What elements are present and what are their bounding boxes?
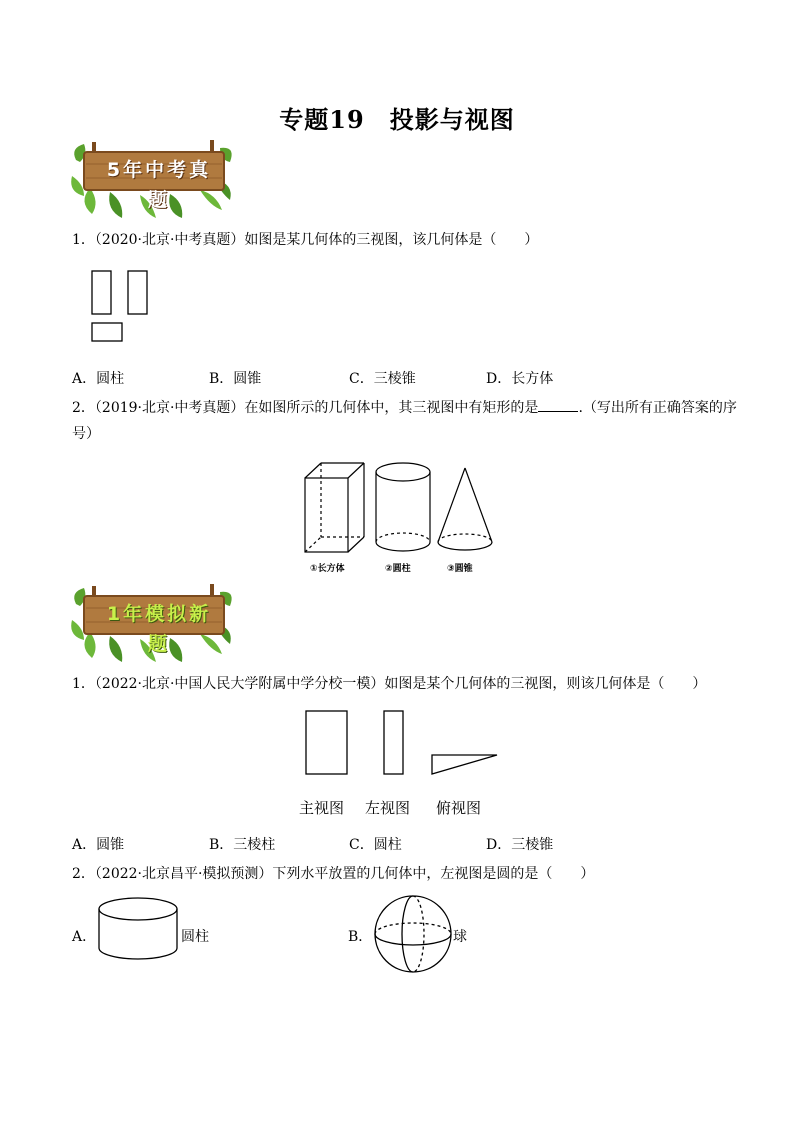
q3-option-a[interactable]: A．圆锥 (72, 837, 125, 853)
cone-icon (438, 468, 492, 550)
q3-option-b[interactable]: B．三棱柱 (209, 837, 276, 853)
solid-label-cylinder: ②圆柱 (385, 564, 411, 574)
answer-blank[interactable] (538, 399, 578, 412)
view-label-side: 左视图 (365, 799, 411, 817)
cylinder-lying-icon (96, 893, 182, 965)
question-1-stem: 1．（2020·北京·中考真题）如图是某几何体的三视图，该几何体是（ ） (72, 232, 539, 248)
view-label-front: 主视图 (299, 799, 345, 817)
cuboid-icon (305, 463, 364, 552)
section-sign-label: 1年模拟新题 (106, 603, 212, 655)
three-view-figure-1 (90, 268, 152, 344)
q3-option-c[interactable]: C．圆柱 (349, 837, 402, 853)
q1-option-a[interactable]: A．圆柱 (72, 371, 125, 387)
cylinder-icon (376, 463, 430, 551)
solid-label-cuboid: ①长方体 (310, 564, 345, 574)
q1-option-b[interactable]: B．圆锥 (209, 371, 262, 387)
q4-option-a-label: 圆柱 (181, 929, 209, 945)
q3-option-d[interactable]: D．三棱锥 (486, 837, 554, 853)
page-title: 专题19 投影与视图 (279, 105, 515, 134)
q4-option-a[interactable]: A． (72, 929, 97, 945)
section-sign-label: 5年中考真题 (106, 159, 212, 211)
q1-option-d[interactable]: D．长方体 (486, 371, 554, 387)
question-2-stem-start: 2．（2019·北京·中考真题）在如图所示的几何体中，其三视图中有矩形的是 (72, 400, 539, 416)
q4-option-b-label: 球 (453, 929, 467, 945)
q1-option-c[interactable]: C．三棱锥 (349, 371, 416, 387)
sphere-icon (372, 893, 456, 975)
section-sign-mock (70, 584, 236, 664)
question-2-stem (72, 395, 737, 421)
solid-label-cone: ③圆锥 (447, 564, 473, 574)
q4-option-b[interactable]: B． (348, 929, 373, 945)
three-view-figure-2 (302, 708, 502, 778)
question-4-stem: 2．（2022·北京昌平·模拟预测）下列水平放置的几何体中，左视图是圆的是（ ） (72, 866, 595, 882)
solids-figure (302, 460, 504, 556)
question-2-stem-line2: 号） (72, 426, 100, 442)
view-label-top: 俯视图 (436, 799, 482, 817)
question-2-stem-end: .（写出所有正确答案的序 (578, 400, 737, 416)
question-3-stem: 1．（2022·北京·中国人民大学附属中学分校一模）如图是某个几何体的三视图，则该几何体是（ ） (72, 676, 707, 692)
section-sign-exam (70, 140, 236, 220)
